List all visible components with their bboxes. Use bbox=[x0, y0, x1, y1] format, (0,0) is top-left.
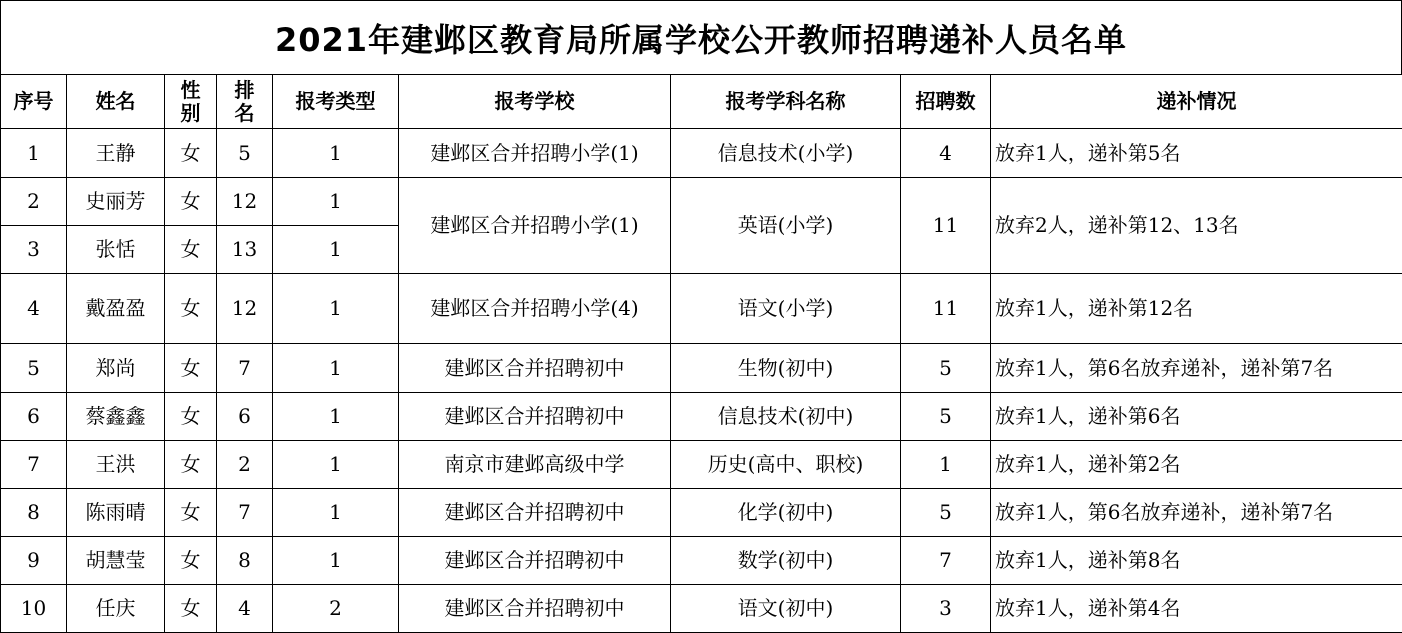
cell-school: 建邺区合并招聘小学(4) bbox=[399, 274, 671, 344]
header-name: 姓名 bbox=[67, 75, 165, 129]
cell-rank: 2 bbox=[217, 441, 273, 489]
cell-rank: 7 bbox=[217, 489, 273, 537]
cell-gender: 女 bbox=[165, 489, 217, 537]
cell-quota: 11 bbox=[901, 178, 991, 274]
cell-gender: 女 bbox=[165, 344, 217, 393]
cell-subject: 历史(高中、职校) bbox=[671, 441, 901, 489]
cell-type: 1 bbox=[273, 441, 399, 489]
cell-name: 陈雨晴 bbox=[67, 489, 165, 537]
cell-name: 王洪 bbox=[67, 441, 165, 489]
cell-type: 1 bbox=[273, 393, 399, 441]
header-quota: 招聘数 bbox=[901, 75, 991, 129]
cell-name: 王静 bbox=[67, 129, 165, 178]
header-subject: 报考学科名称 bbox=[671, 75, 901, 129]
table-row bbox=[1, 489, 1402, 537]
cell-rank: 6 bbox=[217, 393, 273, 441]
cell-type: 2 bbox=[273, 585, 399, 633]
cell-school: 建邺区合并招聘小学(1) bbox=[399, 178, 671, 274]
cell-status: 放弃1人，递补第8名 bbox=[991, 537, 1402, 585]
cell-seq: 2 bbox=[1, 178, 67, 226]
cell-name: 郑尚 bbox=[67, 344, 165, 393]
cell-quota: 11 bbox=[901, 274, 991, 344]
cell-quota: 5 bbox=[901, 393, 991, 441]
cell-quota: 7 bbox=[901, 537, 991, 585]
cell-subject: 语文(小学) bbox=[671, 274, 901, 344]
cell-name: 张恬 bbox=[67, 226, 165, 274]
cell-type: 1 bbox=[273, 537, 399, 585]
header-rank: 排 名 bbox=[217, 75, 273, 129]
cell-seq: 1 bbox=[1, 129, 67, 178]
cell-seq: 6 bbox=[1, 393, 67, 441]
header-school: 报考学校 bbox=[399, 75, 671, 129]
table-row bbox=[1, 393, 1402, 441]
cell-status: 放弃2人，递补第12、13名 bbox=[991, 178, 1402, 274]
cell-gender: 女 bbox=[165, 441, 217, 489]
cell-status: 放弃1人，递补第5名 bbox=[991, 129, 1402, 178]
cell-quota: 5 bbox=[901, 344, 991, 393]
cell-status: 放弃1人，递补第4名 bbox=[991, 585, 1402, 633]
cell-gender: 女 bbox=[165, 393, 217, 441]
cell-school: 建邺区合并招聘初中 bbox=[399, 489, 671, 537]
cell-rank: 13 bbox=[217, 226, 273, 274]
table-header-row bbox=[1, 75, 1402, 129]
table-row bbox=[1, 537, 1402, 585]
cell-rank: 7 bbox=[217, 344, 273, 393]
cell-gender: 女 bbox=[165, 274, 217, 344]
cell-seq: 8 bbox=[1, 489, 67, 537]
cell-subject: 信息技术(初中) bbox=[671, 393, 901, 441]
cell-gender: 女 bbox=[165, 178, 217, 226]
cell-subject: 语文(初中) bbox=[671, 585, 901, 633]
cell-subject: 数学(初中) bbox=[671, 537, 901, 585]
cell-status: 放弃1人，递补第6名 bbox=[991, 393, 1402, 441]
cell-type: 1 bbox=[273, 178, 399, 226]
cell-rank: 12 bbox=[217, 178, 273, 226]
cell-type: 1 bbox=[273, 344, 399, 393]
cell-name: 史丽芳 bbox=[67, 178, 165, 226]
cell-subject: 英语(小学) bbox=[671, 178, 901, 274]
cell-seq: 7 bbox=[1, 441, 67, 489]
cell-status: 放弃1人，递补第12名 bbox=[991, 274, 1402, 344]
cell-name: 胡慧莹 bbox=[67, 537, 165, 585]
table-row bbox=[1, 441, 1402, 489]
cell-seq: 3 bbox=[1, 226, 67, 274]
cell-school: 建邺区合并招聘初中 bbox=[399, 344, 671, 393]
cell-name: 任庆 bbox=[67, 585, 165, 633]
cell-gender: 女 bbox=[165, 226, 217, 274]
cell-seq: 9 bbox=[1, 537, 67, 585]
header-type: 报考类型 bbox=[273, 75, 399, 129]
cell-seq: 5 bbox=[1, 344, 67, 393]
cell-gender: 女 bbox=[165, 585, 217, 633]
cell-status: 放弃1人，第6名放弃递补，递补第7名 bbox=[991, 489, 1402, 537]
cell-subject: 化学(初中) bbox=[671, 489, 901, 537]
table-row bbox=[1, 178, 1402, 226]
cell-seq: 10 bbox=[1, 585, 67, 633]
cell-subject: 信息技术(小学) bbox=[671, 129, 901, 178]
cell-status: 放弃1人，递补第2名 bbox=[991, 441, 1402, 489]
cell-rank: 12 bbox=[217, 274, 273, 344]
cell-school: 建邺区合并招聘初中 bbox=[399, 585, 671, 633]
cell-quota: 5 bbox=[901, 489, 991, 537]
table-row bbox=[1, 129, 1402, 178]
table-row bbox=[1, 344, 1402, 393]
cell-name: 戴盈盈 bbox=[67, 274, 165, 344]
cell-quota: 3 bbox=[901, 585, 991, 633]
cell-type: 1 bbox=[273, 129, 399, 178]
cell-quota: 1 bbox=[901, 441, 991, 489]
cell-school: 建邺区合并招聘初中 bbox=[399, 393, 671, 441]
cell-subject: 生物(初中) bbox=[671, 344, 901, 393]
cell-rank: 5 bbox=[217, 129, 273, 178]
page-title: 2021年建邺区教育局所属学校公开教师招聘递补人员名单 bbox=[0, 0, 1402, 74]
cell-rank: 8 bbox=[217, 537, 273, 585]
cell-rank: 4 bbox=[217, 585, 273, 633]
cell-school: 建邺区合并招聘初中 bbox=[399, 537, 671, 585]
cell-gender: 女 bbox=[165, 129, 217, 178]
cell-school: 建邺区合并招聘小学(1) bbox=[399, 129, 671, 178]
header-status: 递补情况 bbox=[991, 75, 1402, 129]
cell-status: 放弃1人，第6名放弃递补，递补第7名 bbox=[991, 344, 1402, 393]
table-row bbox=[1, 585, 1402, 633]
table-row bbox=[1, 274, 1402, 344]
header-seq: 序号 bbox=[1, 75, 67, 129]
cell-quota: 4 bbox=[901, 129, 991, 178]
header-gender: 性 别 bbox=[165, 75, 217, 129]
cell-type: 1 bbox=[273, 226, 399, 274]
cell-school: 南京市建邺高级中学 bbox=[399, 441, 671, 489]
cell-gender: 女 bbox=[165, 537, 217, 585]
cell-type: 1 bbox=[273, 274, 399, 344]
cell-seq: 4 bbox=[1, 274, 67, 344]
cell-type: 1 bbox=[273, 489, 399, 537]
cell-name: 蔡鑫鑫 bbox=[67, 393, 165, 441]
roster-table bbox=[0, 74, 1402, 633]
